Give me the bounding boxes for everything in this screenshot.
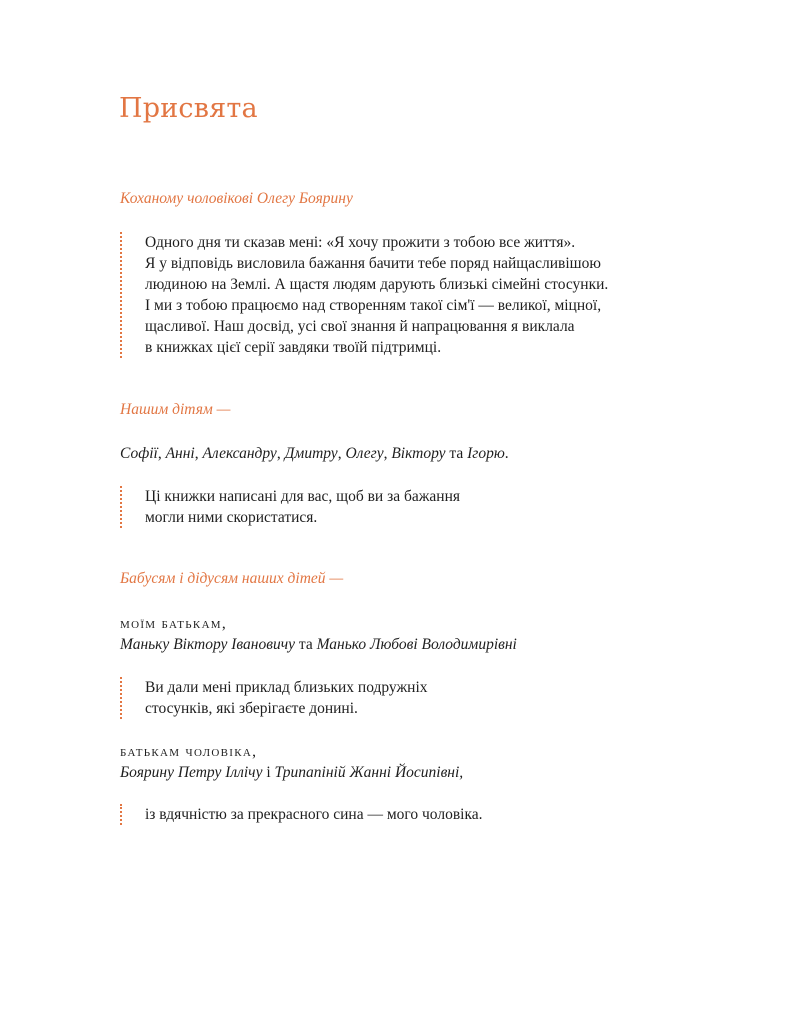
dedication-quote-inlaws [120,804,483,825]
quote-line: могли ними скористатися. [145,509,318,526]
children-names: Софії, Анні, Александру, Дмитру, Олегу, Віктору та Ігорю. [120,445,509,462]
quote-line: стосунків, які зберігаєте донині. [145,700,358,717]
quote-line: Одного дня ти сказав мені: «Я хочу прожити з тобою все життя». [145,234,576,251]
child-name: Олегу [345,445,384,462]
quote-line: Ви дали мені приклад близьких подружніх [145,679,428,696]
parent-name: Манько Любові Володимирівні [316,636,517,653]
inlaws-label: батькам чоловіка, [120,743,258,760]
quote-line: із вдячністю за прекрасного сина — мого чоловіка. [145,806,483,823]
child-name: Софії [120,445,158,462]
dedication-heading-husband: Коханому чоловікові Олегу Боярину [120,190,353,207]
parent-name: Маньку Віктору Івановичу [120,636,295,653]
dedication-quote-parents [120,677,428,719]
child-name: Дмитру [284,445,338,462]
quote-line: Я у відповідь висловила бажання бачити тебе поряд найщасливішою [145,255,601,272]
child-name: Віктору [391,445,446,462]
dedication-quote-husband [120,232,608,358]
dedication-heading-children: Нашим дітям — [120,401,231,418]
dedication-heading-grandparents: Бабусям і дідусям наших дітей — [120,570,344,587]
parents-label: моїм батькам, [120,615,228,632]
inlaw-name: Трипапіній Жанні Йосипівні, [274,764,464,781]
quote-line: щасливої. Наш досвід, усі свої знання й напрацювання я виклала [145,318,575,335]
child-name: Ігорю [467,445,505,462]
inlaw-name: Боярину Петру Іллічу [120,764,263,781]
quote-line: Ці книжки написані для вас, щоб ви за бажання [145,488,461,505]
child-name: Анні [165,445,195,462]
page-title: Присвята [119,93,258,124]
quote-line: людиною на Землі. А щастя людям дарують близькі сімейні стосунки. [145,276,609,293]
conjunction: та [298,636,313,653]
parents-names [120,634,517,655]
inlaws-names [120,762,463,783]
quote-line: в книжках цієї серії завдяки твоїй підтримці. [145,339,442,356]
conjunction: і [266,764,271,781]
conjunction: та [449,445,464,462]
child-name: Александру [202,445,277,462]
dedication-quote-children [120,486,460,528]
quote-line: І ми з тобою працюємо над створенням такої сім'ї — великої, міцної, [145,297,602,314]
